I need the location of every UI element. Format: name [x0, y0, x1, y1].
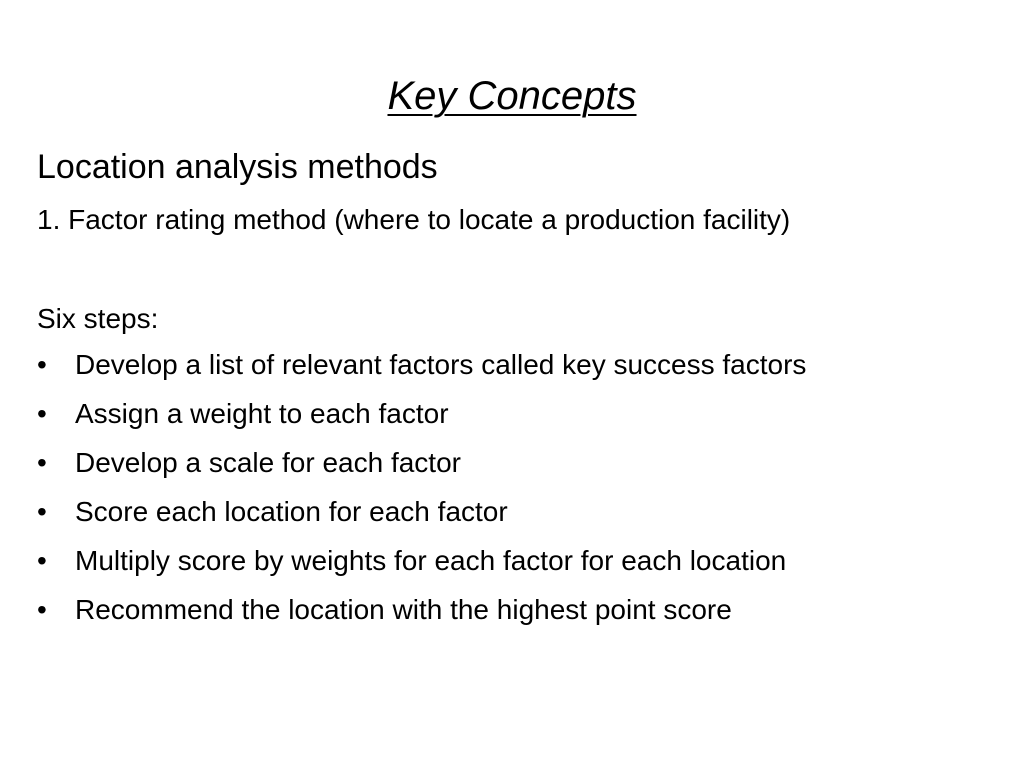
section-heading: Location analysis methods: [37, 148, 438, 186]
bullet-icon: •: [37, 398, 47, 429]
bullet-icon: •: [37, 349, 47, 380]
step-text: Multiply score by weights for each factor for each location: [75, 545, 787, 576]
bullet-icon: •: [37, 594, 47, 625]
step-text: Develop a scale for each factor: [75, 447, 461, 478]
step-text: Score each location for each factor: [75, 496, 508, 527]
steps-heading: Six steps:: [37, 303, 159, 334]
slide-title: Key Concepts: [387, 74, 637, 118]
step-text: Assign a weight to each factor: [75, 398, 449, 429]
bullet-icon: •: [37, 496, 47, 527]
method-line: 1. Factor rating method (where to locate a production facility): [37, 204, 791, 235]
step-text: Recommend the location with the highest point score: [75, 594, 732, 625]
bullet-icon: •: [37, 447, 47, 478]
bullet-icon: •: [37, 545, 47, 576]
step-text: Develop a list of relevant factors called key success factors: [75, 349, 807, 380]
